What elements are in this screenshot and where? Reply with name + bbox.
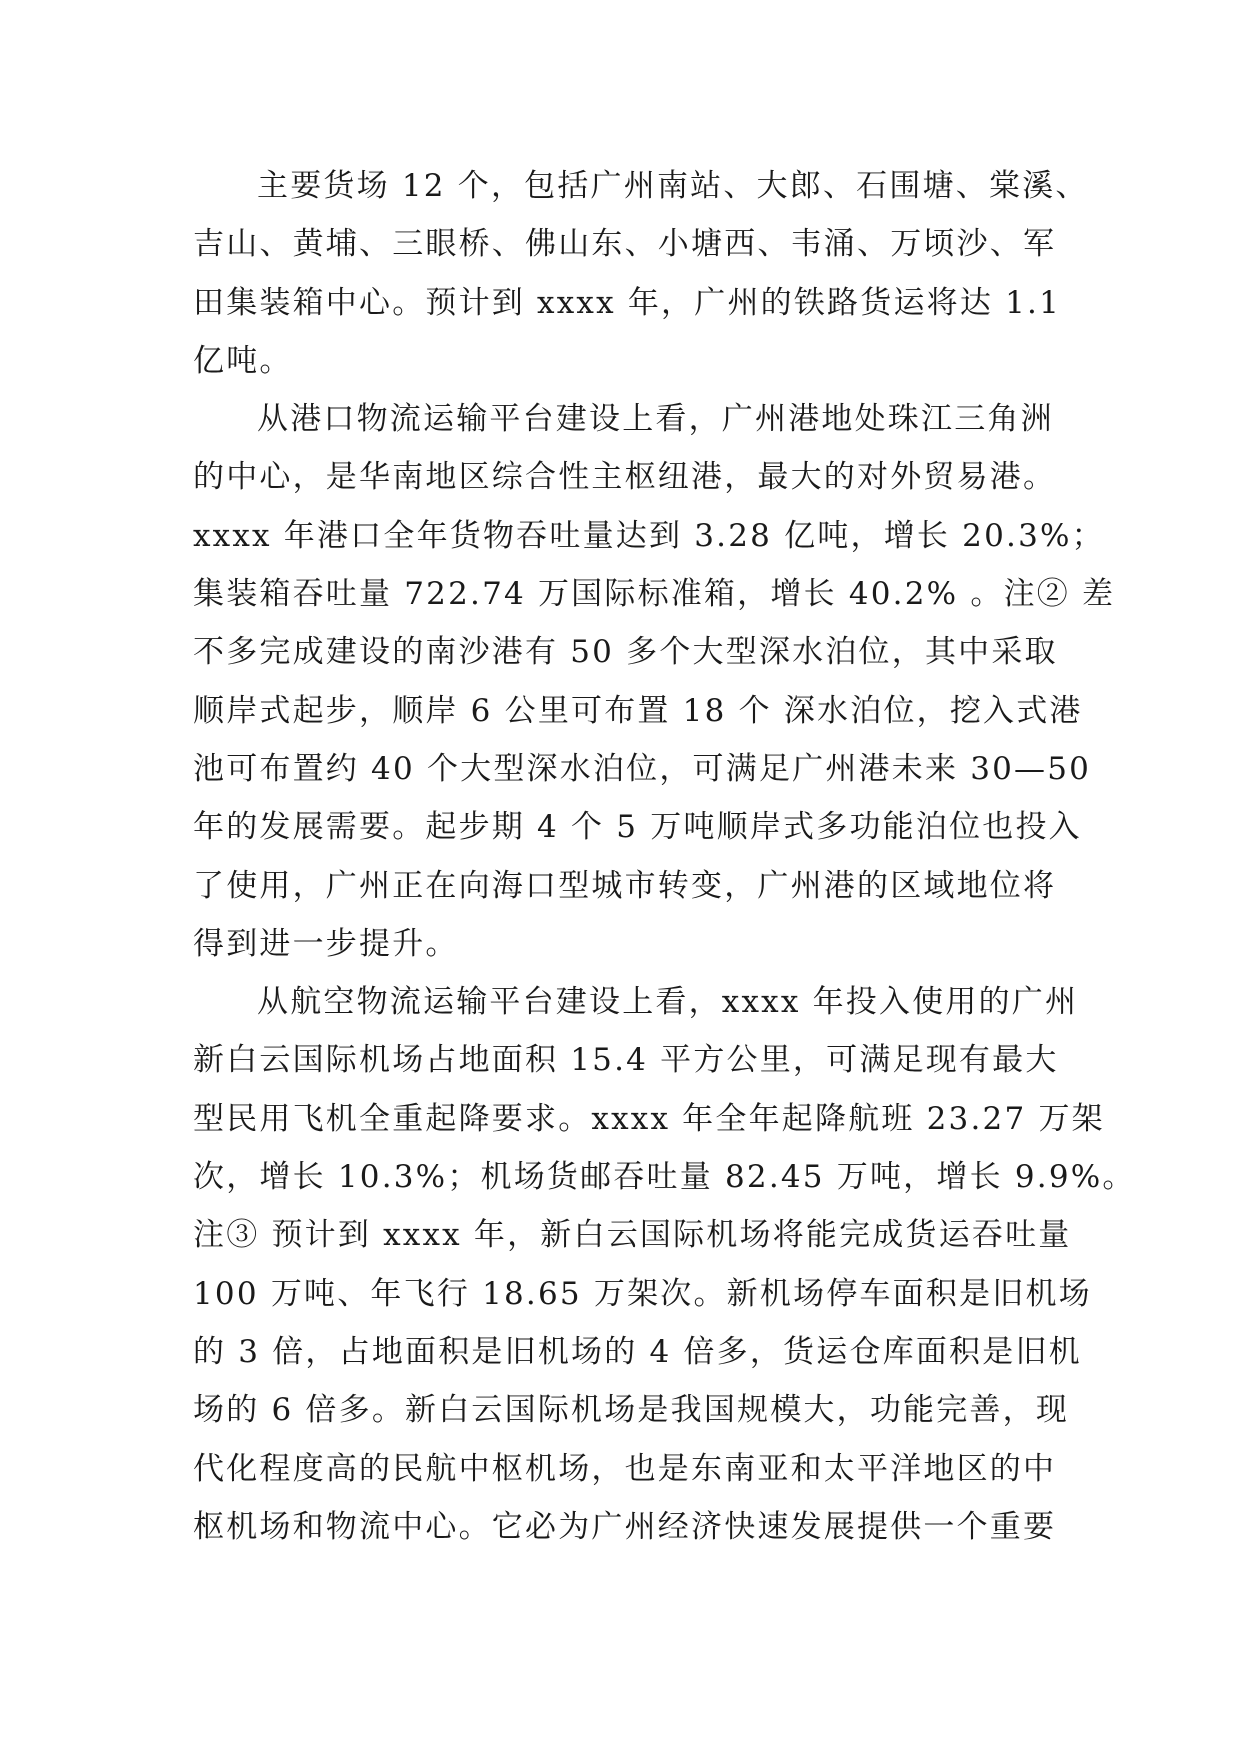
text-line: 注③ 预计到 xxxx 年，新白云国际机场将能完成货运吞吐量 [193, 1217, 1072, 1254]
text-line: 了使用，广州正在向海口型城市转变，广州港的区域地位将 [193, 867, 1057, 904]
text-line: 型民用飞机全重起降要求。xxxx 年全年起降航班 23.27 万架 [193, 1100, 1105, 1137]
text-line: 不多完成建设的南沙港有 50 多个大型深水泊位，其中采取 [193, 634, 1058, 671]
body-text [193, 157, 1136, 1556]
text-line: xxxx 年港口全年货物吞吐量达到 3.28 亿吨，增长 20.3%； [193, 517, 1105, 554]
text-line: 枢机场和物流中心。它必为广州经济快速发展提供一个重要 [193, 1508, 1057, 1545]
text-line: 从港口物流运输平台建设上看，广州港地处珠江三角洲 [257, 401, 1054, 438]
text-line: 主要货场 12 个，包括广州南站、大郎、石围塘、棠溪、 [257, 168, 1089, 204]
text-line: 集装箱吞吐量 722.74 万国际标准箱，增长 40.2% 。注② 差 [193, 576, 1116, 613]
text-line: 得到进一步提升。 [193, 925, 459, 962]
text-line: 田集装箱中心。预计到 xxxx 年，广州的铁路货运将达 1.1 [193, 284, 1061, 321]
text-line: 新白云国际机场占地面积 15.4 平方公里，可满足现有最大 [193, 1042, 1059, 1079]
text-line: 池可布置约 40 个大型深水泊位，可满足广州港未来 30—50 [193, 750, 1092, 787]
text-line: 从航空物流运输平台建设上看，xxxx 年投入使用的广州 [257, 984, 1079, 1021]
text-line: 代化程度高的民航中枢机场，也是东南亚和太平洋地区的中 [193, 1450, 1057, 1487]
text-line: 次，增长 10.3%；机场货邮吞吐量 82.45 万吨，增长 9.9%。 [193, 1159, 1136, 1196]
text-line: 100 万吨、年飞行 18.65 万架次。新机场停车面积是旧机场 [193, 1275, 1092, 1312]
text-line: 的中心，是华南地区综合性主枢纽港，最大的对外贸易港。 [193, 459, 1057, 496]
text-line: 场的 6 倍多。新白云国际机场是我国规模大，功能完善，现 [193, 1392, 1070, 1429]
text-line: 吉山、黄埔、三眼桥、佛山东、小塘西、韦涌、万顷沙、军 [193, 226, 1057, 263]
text-line: 的 3 倍，占地面积是旧机场的 4 倍多，货运仓库面积是旧机 [193, 1333, 1082, 1370]
text-line: 年的发展需要。起步期 4 个 5 万吨顺岸式多功能泊位也投入 [193, 809, 1082, 846]
text-line: 顺岸式起步，顺岸 6 公里可布置 18 个 深水泊位，挖入式港 [193, 692, 1083, 729]
text-line: 亿吨。 [193, 342, 293, 379]
